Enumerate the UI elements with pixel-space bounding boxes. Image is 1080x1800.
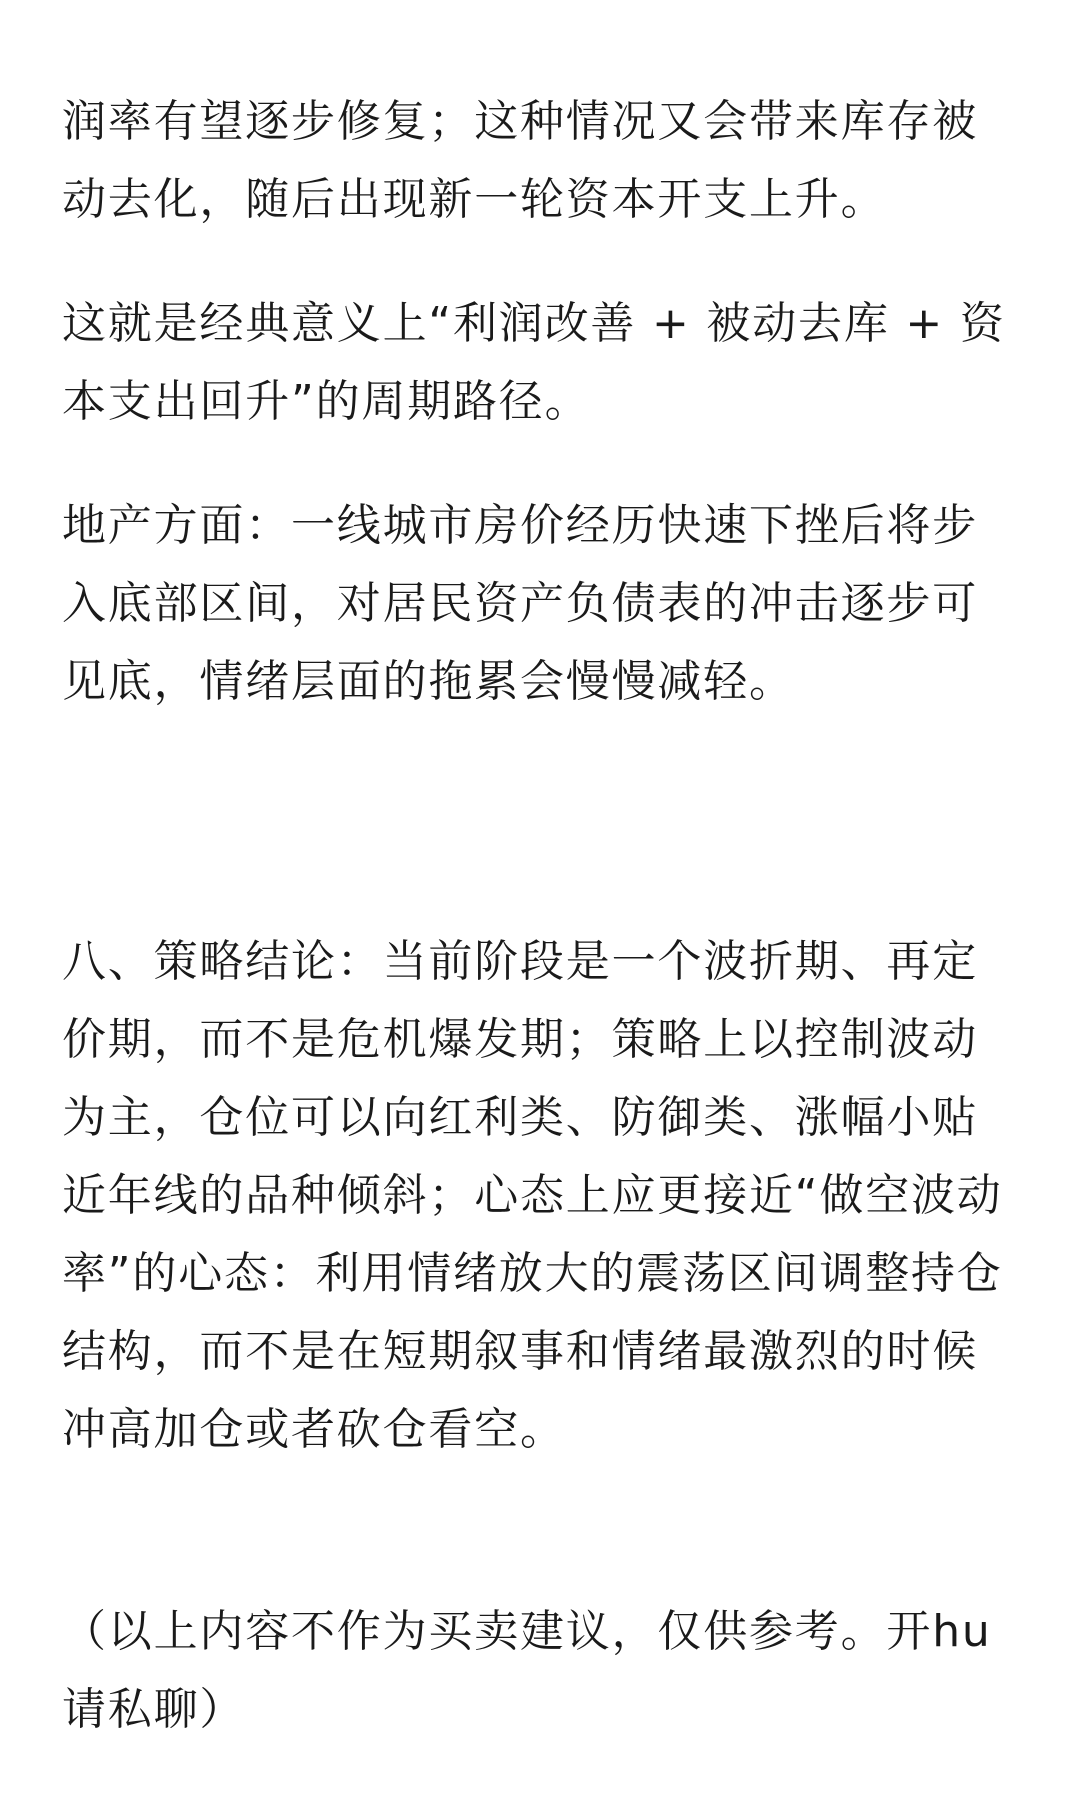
paragraph-spacer	[62, 239, 1018, 285]
paragraph-real-estate: 地产方面：一线城市房价经历快速下挫后将步入底部区间，对居民资产负债表的冲击逐步可见底，情绪层面的拖累会慢慢减轻。	[62, 500, 978, 707]
paragraph-profit-recovery: 润率有望逐步修复；这种情况又会带来库存被动去化，随后出现新一轮资本开支上升。	[62, 96, 978, 225]
section-spacer	[62, 1469, 1018, 1593]
article-body	[62, 83, 1018, 1749]
paragraph-strategy-conclusion: 八、策略结论：当前阶段是一个波折期、再定价期，而不是危机爆发期；策略上以控制波动为主，仓位可以向红利类、防御类、涨幅小贴近年线的品种倾斜；心态上应更接近“做空波动率”的心态：利用情绪放大的震荡区间调整持仓结构，而不是在短期叙事和情绪最激烈的时候冲高加仓或者砍仓看空。	[62, 936, 1003, 1455]
section-spacer	[62, 721, 1018, 923]
paragraph-spacer	[62, 441, 1018, 487]
paragraph-disclaimer: （以上内容不作为买卖建议，仅供参考。开hu请私聊）	[62, 1606, 992, 1735]
paragraph-cycle-path: 这就是经典意义上“利润改善 + 被动去库 + 资本支出回升”的周期路径。	[62, 298, 1006, 427]
